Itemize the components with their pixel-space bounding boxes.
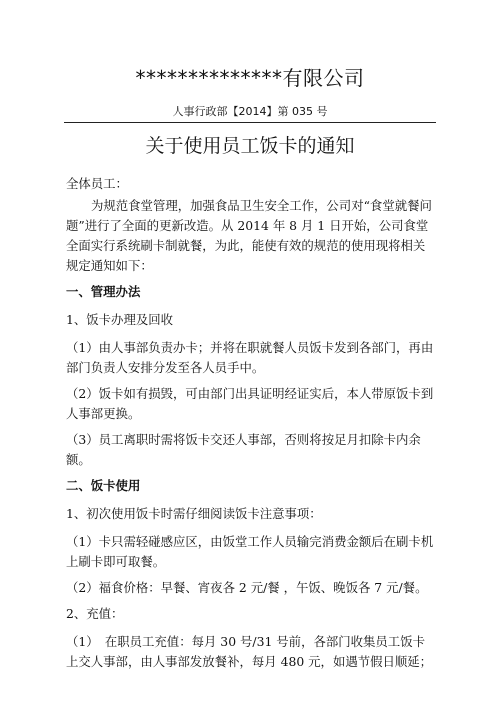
- list-item: （1）由人事部负责办卡；并将在职就餐人员饭卡发到各部门，再由部门负责人安排分发至各人员手中。: [66, 340, 434, 375]
- header-divider: [64, 122, 436, 123]
- intro-paragraph: 为规范食堂管理，加强食品卫生安全工作，公司对“食堂就餐问题”进行了全面的更新改造。从 2014 年 8 月 1 日开始，公司食堂全面实行系统刷卡制就餐，为此，能使有效的规范的使用现将相关规定通知如下：: [66, 198, 432, 273]
- list-item: （2）饭卡如有损毁，可由部门出具证明经证实后，本人带原饭卡到人事部更换。: [66, 386, 434, 421]
- document-number: 人事行政部【2014】第 035 号: [172, 105, 328, 118]
- list-item: （3）员工离职时需将饭卡交还人事部，否则将按足月扣除卡内余额。: [66, 432, 421, 467]
- greeting: 全体员工：: [66, 176, 128, 191]
- notice-body: [66, 174, 436, 678]
- section-heading: 一、管理办法: [66, 284, 141, 299]
- section-heading: 二、饭卡使用: [66, 478, 141, 493]
- list-item: （1） 在职员工充值：每月 30 号/31 号前，各部门收集员工饭卡上交人事部，由人事部发放餐补，每月 480 元，如遇节假日顺延；: [66, 634, 433, 669]
- list-item: （1）卡只需轻碰感应区，由饭堂工作人员输完消费金额后在刷卡机上刷卡即可取餐。: [66, 534, 434, 569]
- subsection-title: 2、充值：: [66, 606, 124, 621]
- company-name: **************有限公司: [135, 66, 365, 90]
- notice-title: 关于使用员工饭卡的通知: [145, 135, 355, 157]
- list-item: （2）福食价格：早餐、宵夜各 2 元/餐 ，午饭、晚饭各 7 元/餐。: [66, 580, 428, 595]
- subsection-title: 1、初次使用饭卡时需仔细阅读饭卡注意事项：: [66, 506, 322, 521]
- subsection-title: 1、饭卡办理及回收: [66, 312, 174, 327]
